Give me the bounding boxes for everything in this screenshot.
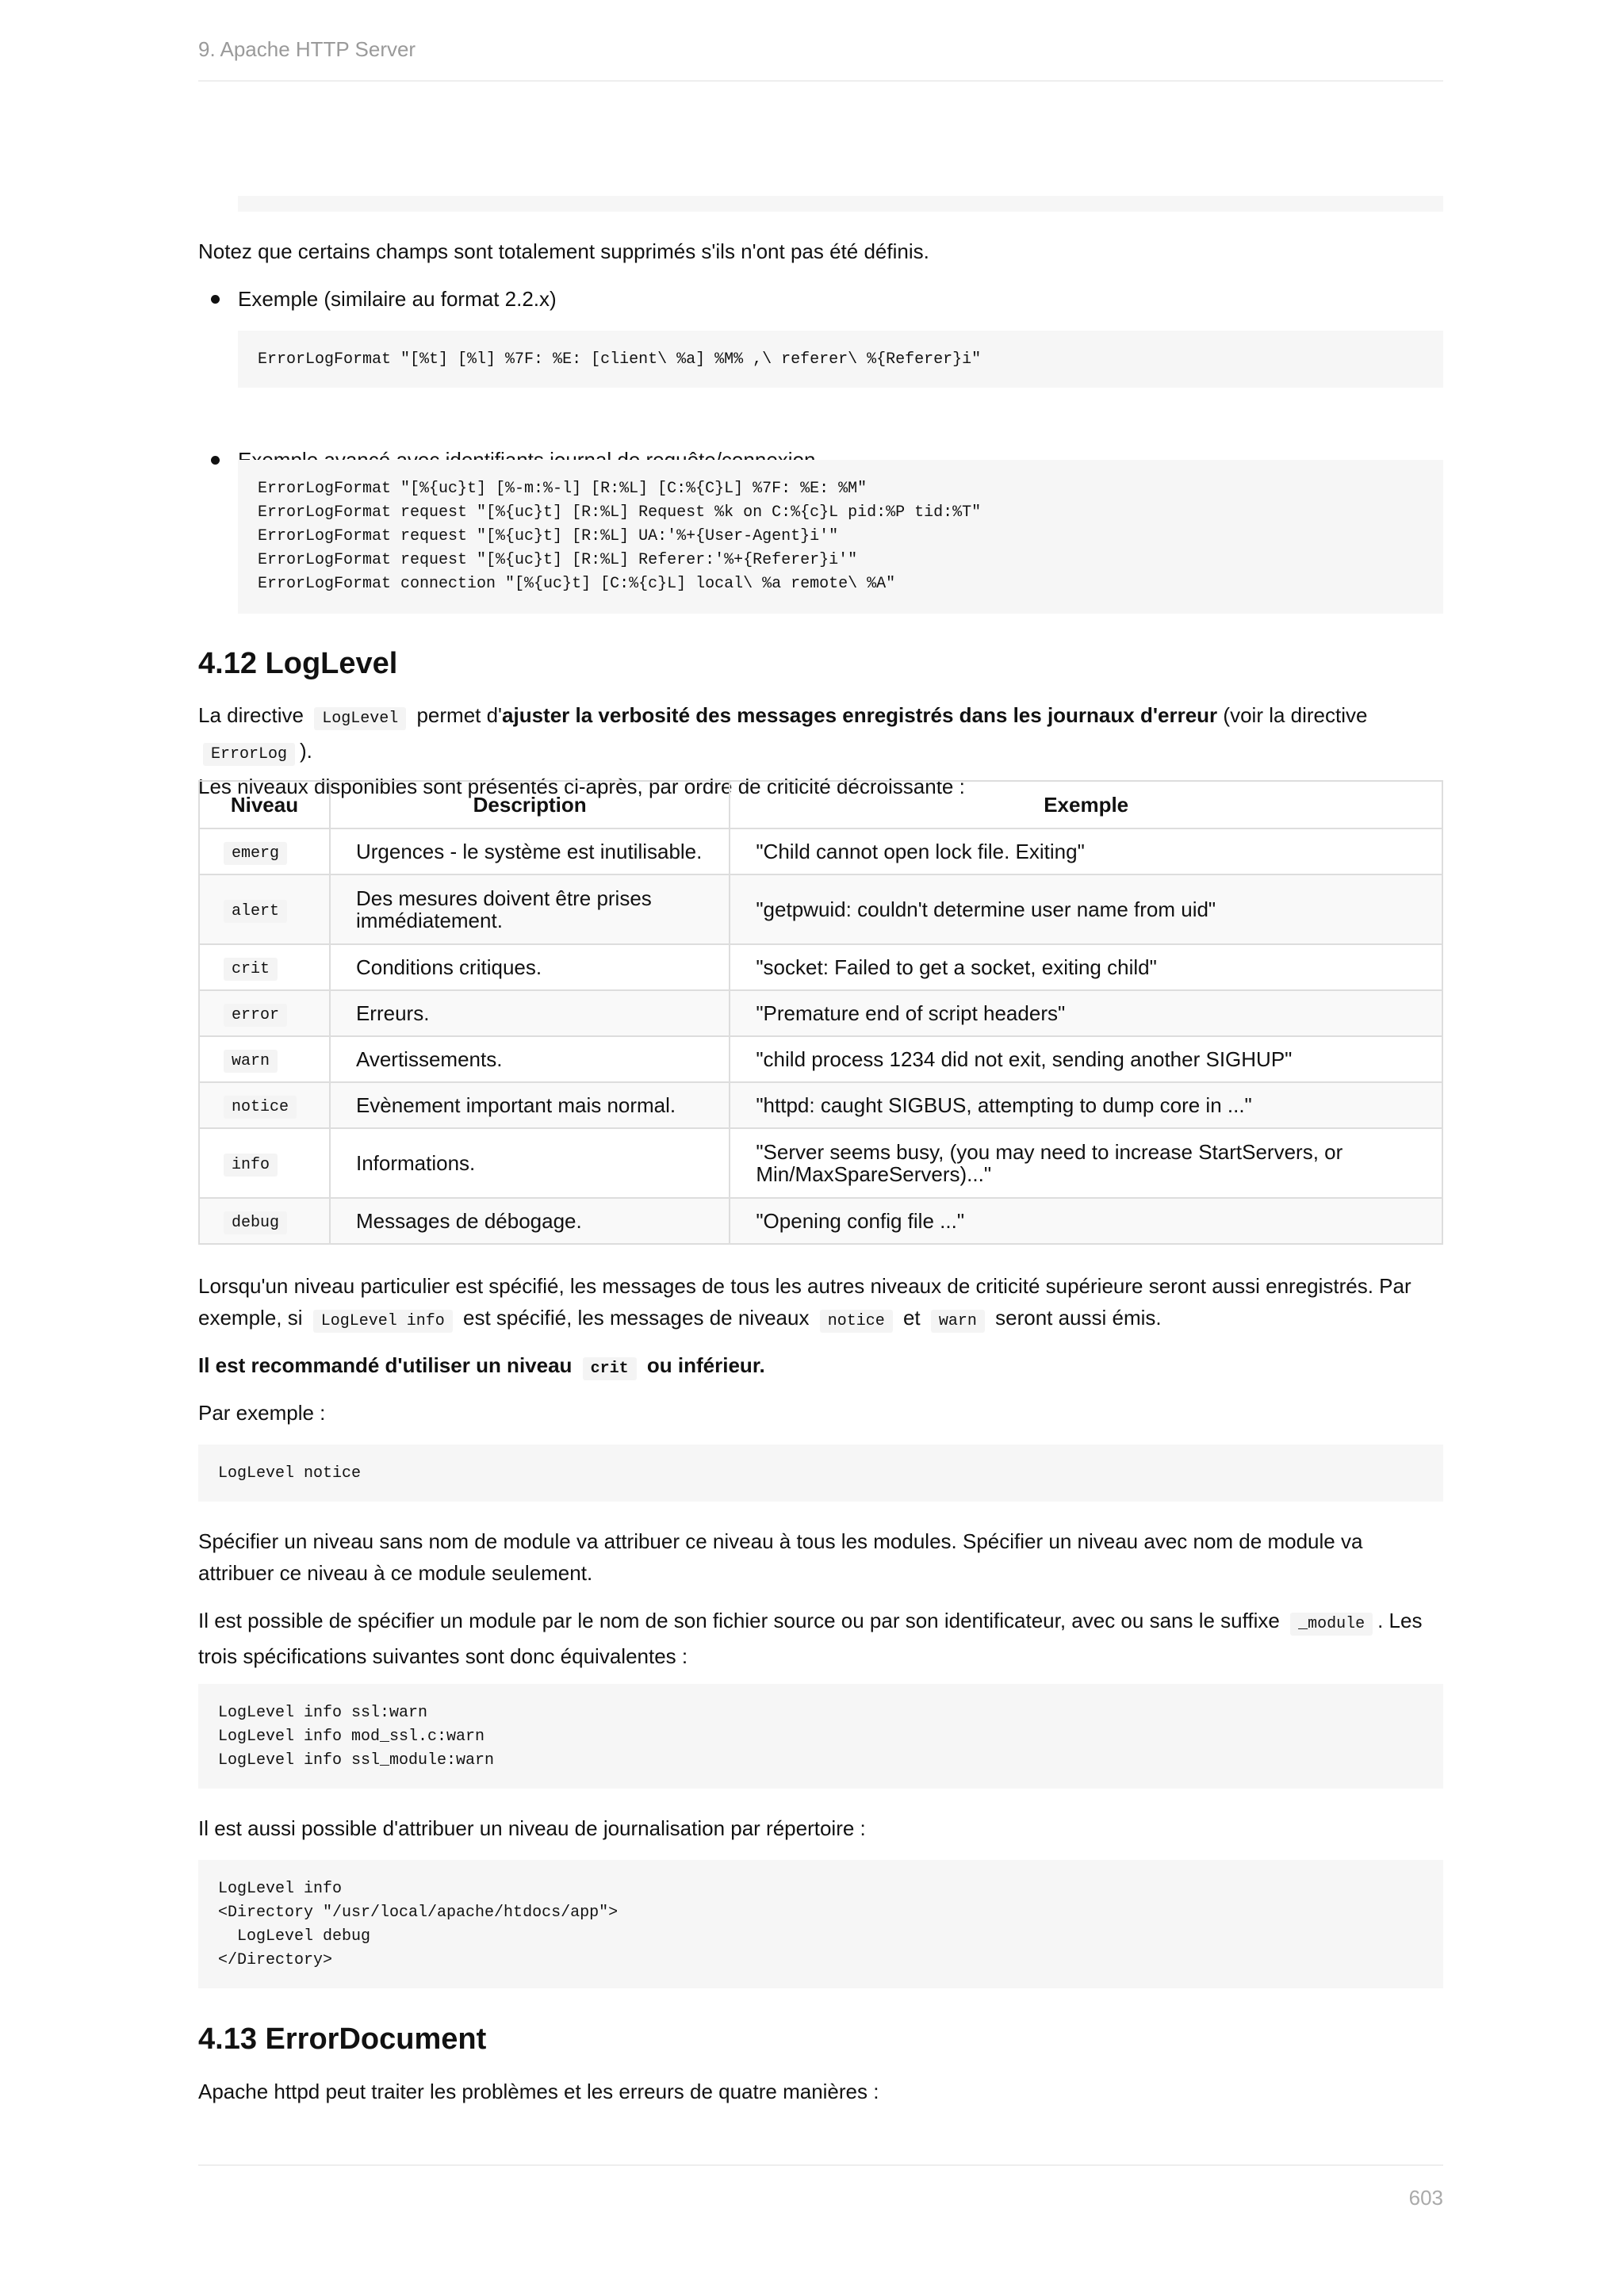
level-code: emerg [224, 842, 287, 865]
level-description: Des mesures doivent être prises immédiatement. [330, 874, 730, 944]
level-description: Urgences - le système est inutilisable. [330, 828, 730, 874]
level-example: "child process 1234 did not exit, sending another SIGHUP" [730, 1036, 1442, 1082]
level-example: "getpwuid: couldn't determine user name from uid" [730, 874, 1442, 944]
level-description: Conditions critiques. [330, 944, 730, 990]
inline-code-module: _module [1290, 1613, 1373, 1636]
level-code: error [224, 1004, 287, 1027]
table-row [199, 1198, 1442, 1244]
code-block-loglevel-notice: LogLevel notice [198, 1445, 1443, 1502]
level-example: "Opening config file ..." [730, 1198, 1442, 1244]
running-header: 9. Apache HTTP Server [198, 37, 416, 61]
loglevel-paragraph-1: Lorsqu'un niveau particulier est spécifié, les messages de tous les autres niveaux de criticité supérieure seront aussi enregistrés. Par exemple, si LogLevel info est spécifié, les messages de niveaux notice et warn seront aussi émis. [198, 1270, 1443, 1337]
footer-rule [198, 2164, 1443, 2166]
inline-code-loglevel-info: LogLevel info [313, 1310, 453, 1333]
level-code: warn [224, 1050, 278, 1073]
bullet-example-1: Exemple (similaire au format 2.2.x) [198, 283, 1483, 315]
level-description: Avertissements. [330, 1036, 730, 1082]
level-example: "Child cannot open lock file. Exiting" [730, 828, 1442, 874]
code-block-example-1: ErrorLogFormat "[%t] [%l] %7F: %E: [client\ %a] %M% ,\ referer\ %{Referer}i" [238, 331, 1443, 388]
header-exemple: Exemple [730, 781, 1442, 828]
recommendation: Il est recommandé d'utiliser un niveau crit ou inférieur. [198, 1349, 1443, 1385]
table-row [199, 1082, 1442, 1128]
loglevel-paragraph-4: Il est aussi possible d'attribuer un niveau de journalisation par répertoire : [198, 1816, 866, 1840]
inline-code-warn: warn [931, 1310, 985, 1333]
level-code: notice [224, 1096, 297, 1119]
level-code: alert [224, 900, 287, 923]
table-row [199, 1128, 1442, 1198]
table-row [199, 1036, 1442, 1082]
code-block-directory: LogLevel info <Directory "/usr/local/apache/htdocs/app"> LogLevel debug </Directory> [198, 1860, 1443, 1988]
inline-code-errorlog: ErrorLog [203, 743, 295, 766]
header-rule [198, 80, 1443, 82]
table-row [199, 944, 1442, 990]
code-block-continued [238, 196, 1443, 212]
loglevel-table [198, 780, 1443, 1245]
level-description: Erreurs. [330, 990, 730, 1036]
note-paragraph: Notez que certains champs sont totalement supprimés s'ils n'ont pas été définis. [198, 239, 929, 263]
level-description: Evènement important mais normal. [330, 1082, 730, 1128]
level-example: "httpd: caught SIGBUS, attempting to dump core in ..." [730, 1082, 1442, 1128]
level-code: debug [224, 1211, 287, 1234]
level-code: info [224, 1154, 278, 1177]
errordocument-intro: Apache httpd peut traiter les problèmes et les erreurs de quatre manières : [198, 2080, 879, 2103]
level-example: "Server seems busy, (you may need to increase StartServers, or Min/MaxSpareServers)..." [730, 1128, 1442, 1198]
level-example: "socket: Failed to get a socket, exiting child" [730, 944, 1442, 990]
header-niveau: Niveau [199, 781, 330, 828]
inline-code-crit: crit [583, 1357, 637, 1380]
level-example: "Premature end of script headers" [730, 990, 1442, 1036]
table-row [199, 990, 1442, 1036]
section-title-4-13: 4.13 ErrorDocument [198, 2022, 487, 2056]
table-header-row [199, 781, 1442, 828]
level-code: crit [224, 958, 278, 981]
page-number: 603 [1408, 2186, 1443, 2210]
loglevel-intro: La directive LogLevel permet d'ajuster la verbosité des messages enregistrés dans les journaux d'erreur (voir la directive ErrorLog ). Les niveaux disponibles sont présentés ci-après, par ordre de criticité décroissante : [198, 703, 1368, 798]
example-label: Par exemple : [198, 1401, 326, 1425]
table-row [199, 874, 1442, 944]
header-description: Description [330, 781, 730, 828]
section-title-4-12: 4.12 LogLevel [198, 647, 398, 680]
level-description: Informations. [330, 1128, 730, 1198]
inline-code-loglevel: LogLevel [314, 707, 406, 730]
code-block-module-specs: LogLevel info ssl:warn LogLevel info mod_ssl.c:warn LogLevel info ssl_module:warn [198, 1684, 1443, 1789]
table-row [199, 828, 1442, 874]
level-description: Messages de débogage. [330, 1198, 730, 1244]
loglevel-paragraph-2: Spécifier un niveau sans nom de module va attribuer ce niveau à tous les modules. Spécifier un niveau avec nom de module va attribuer ce niveau à ce module seulement. [198, 1529, 1363, 1585]
inline-code-notice: notice [820, 1310, 893, 1333]
loglevel-paragraph-3: Il est possible de spécifier un module par le nom de son fichier source ou par son identificateur, avec ou sans le suffixe _module . Les trois spécifications suivantes sont donc équivalentes : [198, 1609, 1423, 1668]
code-block-example-2: ErrorLogFormat "[%{uc}t] [%-m:%-l] [R:%L] [C:%{C}L] %7F: %E: %M" ErrorLogFormat request "[%{uc}t] [R:%L] Request %k on C:%{c}L pid:%P tid:%T" ErrorLogFormat request "[%{uc}t] [R:%L] UA:'%+{User-Agent}i'" ErrorLogFormat request "[%{uc}t] [R:%L] Referer:'%+{Referer}i'" ErrorLogFormat connection "[%{uc}t] [C:%{c}L] local\ %a remote\ %A" [238, 460, 1443, 614]
